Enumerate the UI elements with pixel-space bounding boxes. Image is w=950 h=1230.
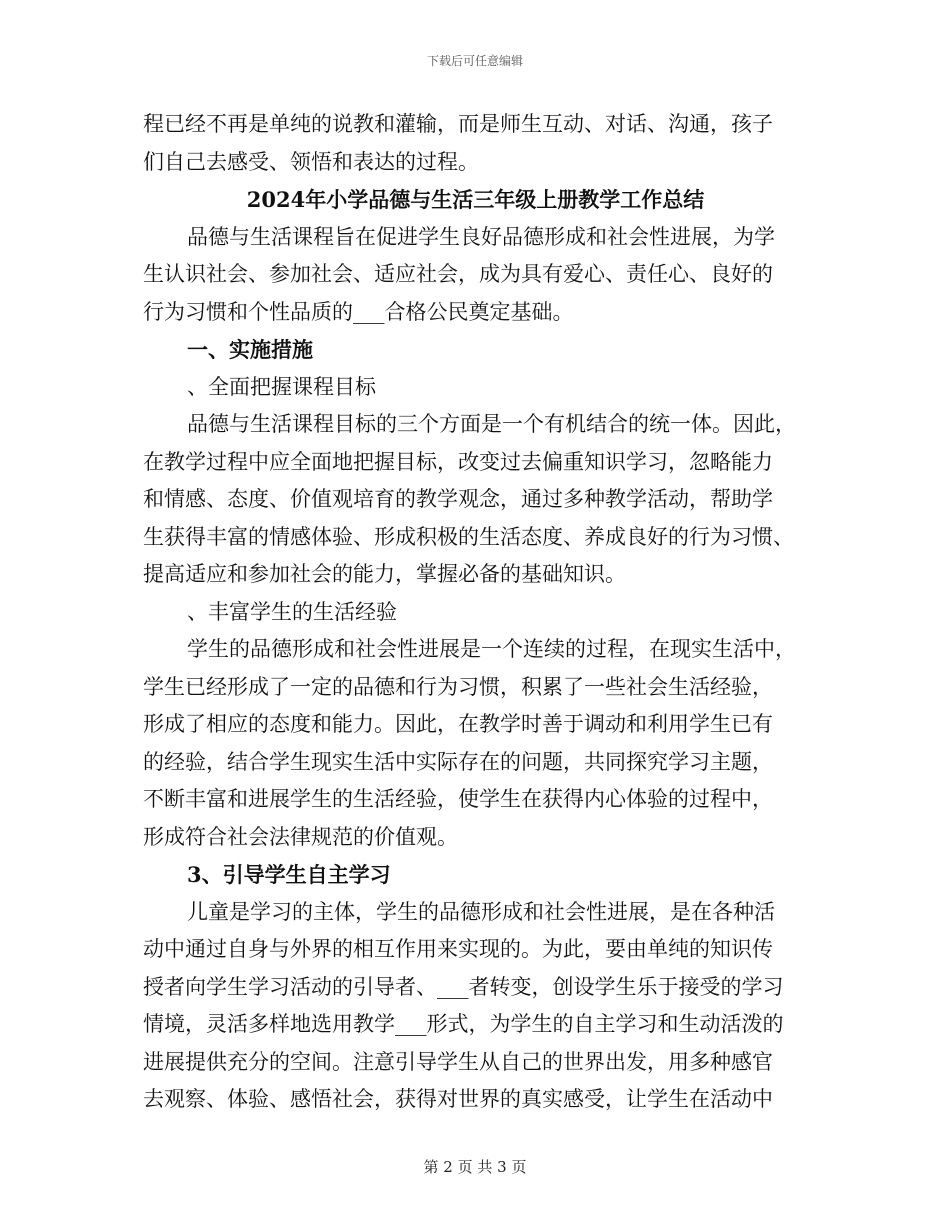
text-line: 形成符合社会法律规范的价值观。	[143, 824, 458, 849]
text-line: 程已经不再是单纯的说教和灌输，而是师生互动、对话、沟通，孩子	[143, 112, 773, 136]
document-body	[143, 106, 808, 1119]
text-line: 动中通过自身与外界的相互作用来实现的。为此，要由单纯的知识传	[143, 937, 773, 961]
text-line: 学生的品德形成和社会性进展是一个连续的过程，在现实生活中，	[187, 637, 796, 661]
text-line: 进展提供充分的空间。注意引导学生从自己的世界出发，用多种感官	[143, 1049, 773, 1074]
text-line: 儿童是学习的主体，学生的品德形成和社会性进展，是在各种活	[187, 899, 775, 924]
text-line: 行为习惯和个性品质的___合格公民奠定基础。	[143, 299, 574, 324]
text-line: 生获得丰富的情感体验、形成积极的生活态度、养成良好的行为习惯、	[143, 524, 794, 549]
text-line: 和情感、态度、价值观培育的教学观念，通过多种教学活动，帮助学	[143, 487, 773, 511]
text-line: 提高适应和参加社会的能力，掌握必备的基础知识。	[143, 562, 626, 586]
page-header: 下载后可任意编辑	[426, 54, 523, 68]
text-line: 、丰富学生的生活经验	[187, 599, 397, 624]
text-line: 不断丰富和进展学生的生活经验，使学生在获得内心体验的过程中，	[143, 787, 773, 811]
text-line: 品德与生活课程目标的三个方面是一个有机结合的统一体。因此，	[187, 412, 796, 436]
document-title: 2024年小学品德与生活三年级上册教学工作总结	[246, 187, 705, 212]
text-line: 、全面把握课程目标	[187, 374, 376, 399]
text-line: 形成了相应的态度和能力。因此，在教学时善于调动和利用学生已有	[143, 712, 773, 736]
text-line: 去观察、体验、感悟社会，获得对世界的真实感受，让学生在活动中	[143, 1087, 773, 1111]
text-line: 的经验，结合学生现实生活中实际存在的问题，共同探究学习主题，	[143, 749, 773, 774]
text-line: 授者向学生学习活动的引导者、___者转变，创设学生乐于接受的学习	[143, 974, 784, 999]
text-line: 学生已经形成了一定的品德和行为习惯，积累了一些社会生活经验，	[143, 674, 773, 699]
text-line: 情境，灵活多样地选用教学___形式，为学生的自主学习和生动活泼的	[143, 1012, 784, 1036]
text-line: 品德与生活课程旨在促进学生良好品德形成和社会性进展，为学	[187, 224, 775, 249]
section-heading: 3、引导学生自主学习	[187, 862, 391, 887]
page-footer: 第 2 页 共 3 页	[423, 1158, 527, 1176]
section-heading: 一、实施措施	[187, 337, 313, 362]
text-line: 在教学过程中应全面地把握目标，改变过去偏重知识学习，忽略能力	[143, 449, 773, 474]
text-line: 们自己去感受、领悟和表达的过程。	[143, 149, 479, 174]
text-line: 生认识社会、参加社会、适应社会，成为具有爱心、责任心、良好的	[143, 262, 773, 286]
